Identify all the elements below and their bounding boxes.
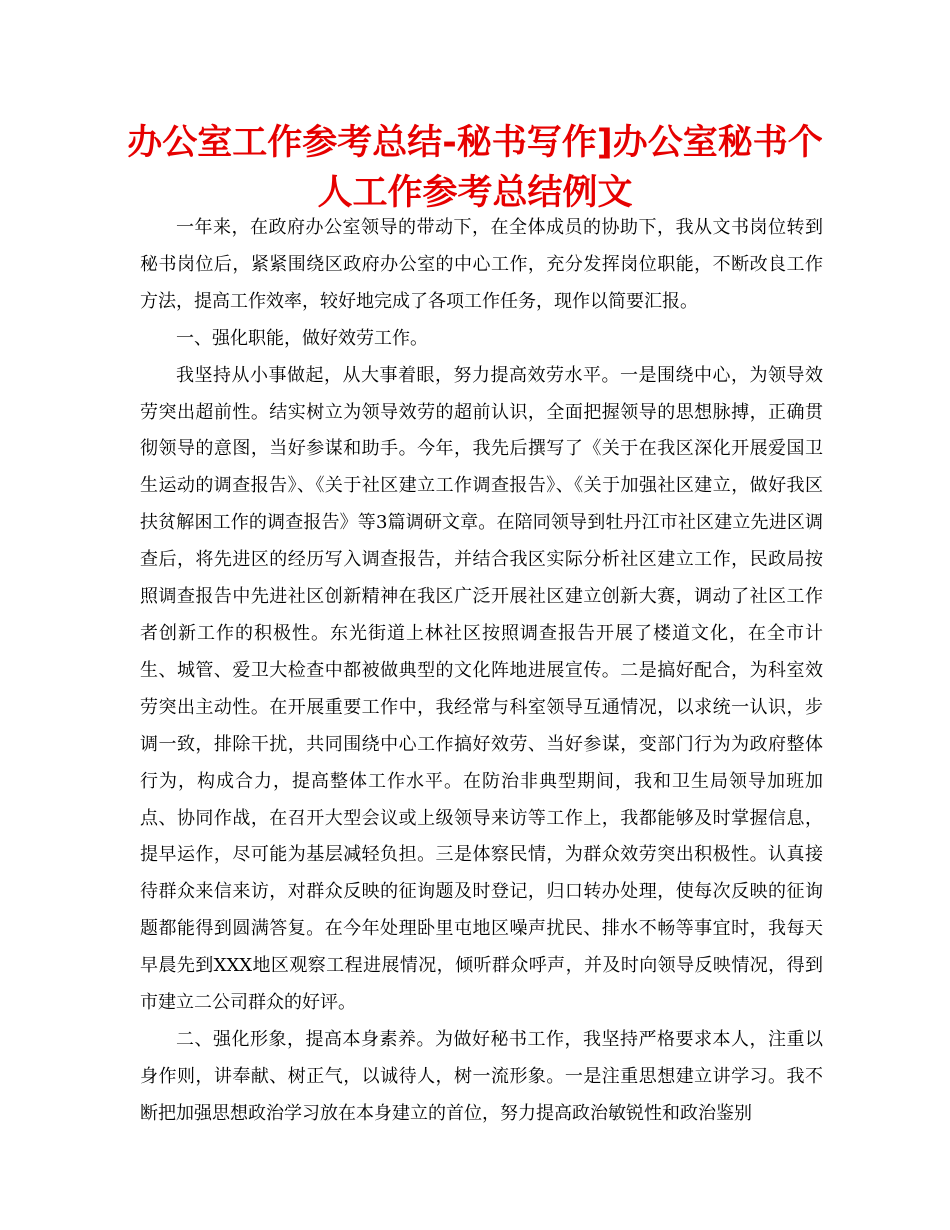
paragraph-section-2: 二、强化形象，提高本身素养。为做好秘书工作，我坚持严格要求本人，注重以身作则，讲奉献、树正气，以诚待人，树一流形象。一是注重思想建立讲学习。我不断把加强思想政治学习放在本身建立的首位，努力提高政治敏锐性和政治鉴别 bbox=[140, 1028, 823, 1124]
paragraph-section-1: 我坚持从小事做起，从大事着眼，努力提高效劳水平。一是围绕中心，为领导效劳突出超前性。结实树立为领导效劳的超前认识，全面把握领导的思想脉搏，正确贯彻领导的意图，当好参谋和助手。今年，我先后撰写了《关于在我区深化开展爱国卫生运动的调查报告》、《关于社区建立工作调查报告》、《关于加强社区建立，做好我区扶贫解困工作的调查报告》等3篇调研文章。在陪同领导到牡丹江市社区建立先进区调查后，将先进区的经历写入调查报告，并结合我区实际分析社区建立工作，民政局按照调查报告中先进社区创新精神在我区广泛开展社区建立创新大赛，调动了社区工作者创新工作的积极性。东光街道上林社区按照调查报告开展了楼道文化，在全市计生、城管、爱卫大检查中都被做典型的文化阵地进展宣传。二是搞好配合，为科室效劳突出主动性。在开展重要工作中，我经常与科室领导互通情况，以求统一认识，步调一致，排除干扰，共同围绕中心工作搞好效劳、当好参谋，变部门行为为政府整体行为，构成合力，提高整体工作水平。在防治非典型期间，我和卫生局领导加班加点、协同作战，在召开大型会议或上级领导来访等工作上，我都能够及时掌握信息，提早运作，尽可能为基层减轻负担。三是体察民情，为群众效劳突出积极性。认真接待群众来信来访，对群众反映的征询题及时登记，归口转办处理，使每次反映的征询题都能得到圆满答复。在今年处理卧里屯地区噪声扰民、排水不畅等事宜时，我每天早晨先到XXX地区观察工程进展情况，倾听群众呼声，并及时向领导反映情况，得到市建立二公司群众的好评。 bbox=[140, 364, 823, 1014]
section-heading-1: 一、强化职能，做好效劳工作。 bbox=[176, 327, 428, 349]
paragraph-intro: 一年来，在政府办公室领导的带动下，在全体成员的协助下，我从文书岗位转到秘书岗位后，紧紧围绕区政府办公室的中心工作，充分发挥岗位职能，不断改良工作方法，提高工作效率，较好地完成了各项工作任务，现作以简要汇报。 bbox=[140, 217, 823, 312]
document-title: 办公室工作参考总结-秘书写作]办公室秘书个人工作参考总结例文 bbox=[127, 123, 823, 213]
document-body bbox=[140, 210, 823, 1133]
